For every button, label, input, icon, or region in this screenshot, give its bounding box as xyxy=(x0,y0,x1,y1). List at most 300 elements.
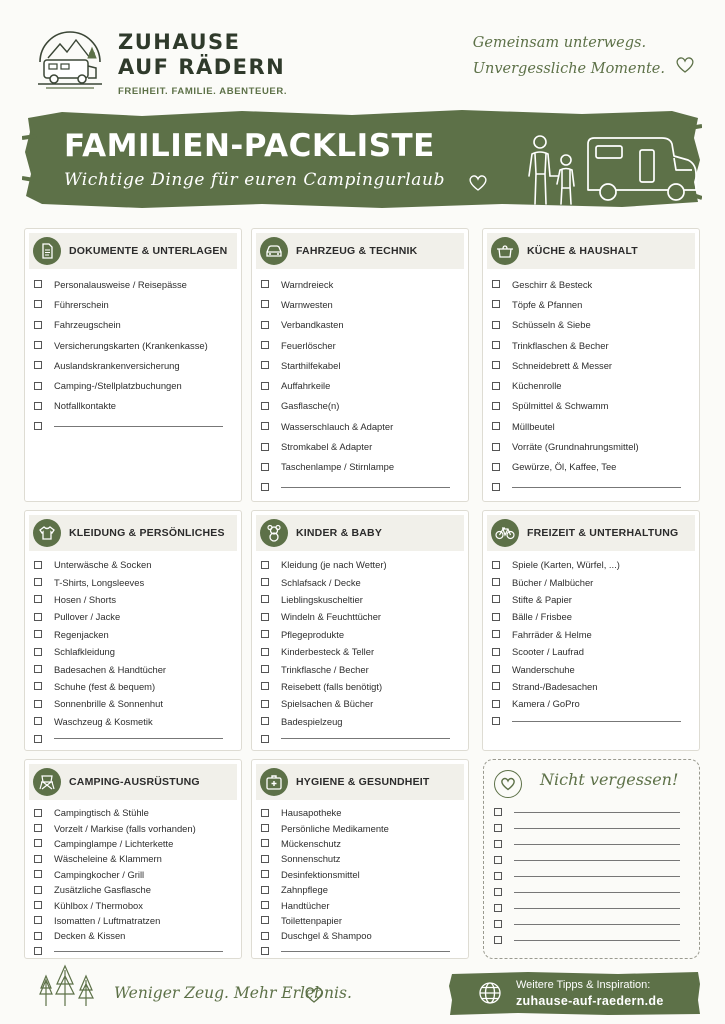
item-label: Warnwesten xyxy=(281,298,333,310)
write-in-line[interactable] xyxy=(512,721,681,722)
footer-url[interactable]: zuhause-auf-raedern.de xyxy=(516,994,664,1008)
item-label: T-Shirts, Longsleeves xyxy=(54,576,145,588)
checkbox[interactable] xyxy=(494,840,502,848)
item-label: Stromkabel & Adapter xyxy=(281,441,373,453)
item-label: Auffahrkeile xyxy=(281,380,331,392)
write-in-line[interactable] xyxy=(512,487,681,488)
checkbox[interactable] xyxy=(34,809,42,817)
checkbox[interactable] xyxy=(494,824,502,832)
notes-lines xyxy=(494,804,690,948)
blank-item xyxy=(34,416,233,436)
section-kinder xyxy=(251,510,469,751)
item-label: Kamera / GoPro xyxy=(512,698,580,710)
list-item xyxy=(34,851,233,866)
list-item xyxy=(261,928,460,943)
checkbox[interactable] xyxy=(261,648,269,656)
list-item xyxy=(34,335,233,355)
checkbox[interactable] xyxy=(261,839,269,847)
blank-item xyxy=(492,713,691,730)
item-label: Strand-/Badesachen xyxy=(512,680,598,692)
item-label: Notfallkontakte xyxy=(54,400,117,412)
item-label: Schlafsack / Decke xyxy=(281,576,361,588)
item-label: Windeln & Feuchttücher xyxy=(281,611,382,623)
checkbox[interactable] xyxy=(261,613,269,621)
list-item xyxy=(492,335,691,355)
title-banner xyxy=(22,108,702,210)
checklist xyxy=(252,551,468,747)
checkbox[interactable] xyxy=(34,717,42,725)
list-item xyxy=(492,416,691,436)
item-label: Spülmittel & Schwamm xyxy=(512,400,609,412)
checkbox[interactable] xyxy=(492,443,500,451)
list-item xyxy=(34,573,233,590)
trees-icon xyxy=(38,962,96,1008)
checkbox[interactable] xyxy=(492,321,500,329)
checkbox[interactable] xyxy=(261,402,269,410)
item-label: Töpfe & Pfannen xyxy=(512,298,583,310)
item-label: Müllbeutel xyxy=(512,420,555,432)
checkbox[interactable] xyxy=(492,300,500,308)
list-item xyxy=(492,556,691,573)
checkbox[interactable] xyxy=(494,808,502,816)
item-label: Hausapotheke xyxy=(281,807,342,819)
section-title: FAHRZEUG & TECHNIK xyxy=(296,245,418,257)
checklist xyxy=(252,800,468,959)
checkbox[interactable] xyxy=(261,422,269,430)
section-title: FREIZEIT & UNTERHALTUNG xyxy=(527,527,679,539)
list-item xyxy=(261,396,460,416)
list-item xyxy=(34,556,233,573)
item-label: Spielsachen & Bücher xyxy=(281,698,374,710)
note-line xyxy=(494,804,690,820)
item-label: Wasserschlauch & Adapter xyxy=(281,420,394,432)
item-label: Hosen / Shorts xyxy=(54,593,117,605)
write-in-line[interactable] xyxy=(54,951,223,952)
motto xyxy=(473,30,691,82)
list-item xyxy=(34,626,233,643)
write-in-line[interactable] xyxy=(281,487,450,488)
list-item xyxy=(261,274,460,294)
footer-tips-label: Weitere Tipps & Inspiration: xyxy=(516,979,651,991)
write-in-line[interactable] xyxy=(514,844,680,845)
item-label: Regenjacken xyxy=(54,628,109,640)
checkbox[interactable] xyxy=(261,809,269,817)
note-line xyxy=(494,852,690,868)
list-item xyxy=(34,695,233,712)
list-item xyxy=(34,315,233,335)
item-label: Bälle / Frisbee xyxy=(512,611,572,623)
checkbox[interactable] xyxy=(261,382,269,390)
list-item xyxy=(261,335,460,355)
heart-icon xyxy=(468,174,488,192)
list-item xyxy=(34,913,233,928)
section-hygiene xyxy=(251,759,469,959)
list-item xyxy=(34,897,233,912)
write-in-line[interactable] xyxy=(514,828,680,829)
checkbox[interactable] xyxy=(492,463,500,471)
checkbox[interactable] xyxy=(492,578,500,586)
item-label: Kleidung (je nach Wetter) xyxy=(281,559,387,571)
list-item xyxy=(261,820,460,835)
list-item xyxy=(261,643,460,660)
checkbox[interactable] xyxy=(34,402,42,410)
checkbox[interactable] xyxy=(261,947,269,955)
item-label: Verbandkasten xyxy=(281,319,344,331)
checklist xyxy=(25,551,241,747)
item-label: Pullover / Jacke xyxy=(54,611,121,623)
write-in-line[interactable] xyxy=(54,426,223,427)
checklist xyxy=(25,800,241,959)
blank-item xyxy=(261,944,460,959)
list-item xyxy=(492,375,691,395)
list-item xyxy=(261,882,460,897)
checkbox[interactable] xyxy=(34,824,42,832)
checkbox[interactable] xyxy=(34,361,42,369)
item-label: Badespielzeug xyxy=(281,715,343,727)
item-label: Decken & Kissen xyxy=(54,930,126,942)
item-label: Lieblingskuscheltier xyxy=(281,593,363,605)
checkbox[interactable] xyxy=(261,735,269,743)
list-item xyxy=(261,315,460,335)
item-label: Vorräte (Grundnahrungsmittel) xyxy=(512,441,639,453)
car-icon xyxy=(260,237,288,265)
page-subtitle: Wichtige Dinge für euren Campingurlaub xyxy=(64,170,446,190)
list-item xyxy=(34,355,233,375)
list-item xyxy=(34,820,233,835)
checkbox[interactable] xyxy=(261,561,269,569)
item-label: Feuerlöscher xyxy=(281,339,336,351)
brand-name-line1: ZUHAUSE xyxy=(118,30,241,54)
checkbox[interactable] xyxy=(34,665,42,673)
checkbox[interactable] xyxy=(492,630,500,638)
write-in-line[interactable] xyxy=(54,738,223,739)
section-kueche xyxy=(482,228,700,502)
list-item xyxy=(492,396,691,416)
item-label: Personalausweise / Reisepässe xyxy=(54,278,187,290)
list-item xyxy=(34,805,233,820)
checkbox[interactable] xyxy=(492,613,500,621)
item-label: Mückenschutz xyxy=(281,837,341,849)
checkbox[interactable] xyxy=(492,700,500,708)
item-label: Handtücher xyxy=(281,899,330,911)
checkbox[interactable] xyxy=(492,483,500,491)
checkbox[interactable] xyxy=(261,682,269,690)
item-label: Kinderbesteck & Teller xyxy=(281,646,375,658)
list-item xyxy=(34,274,233,294)
list-item xyxy=(261,591,460,608)
item-label: Auslandskrankenversicherung xyxy=(54,359,180,371)
list-item xyxy=(492,678,691,695)
list-item xyxy=(34,660,233,677)
checkbox[interactable] xyxy=(261,463,269,471)
checkbox[interactable] xyxy=(34,947,42,955)
item-label: Pflegeprodukte xyxy=(281,628,345,640)
checkbox[interactable] xyxy=(261,932,269,940)
checklist xyxy=(25,269,241,436)
note-line xyxy=(494,868,690,884)
list-item xyxy=(261,805,460,820)
checkbox[interactable] xyxy=(261,901,269,909)
list-item xyxy=(34,643,233,660)
checkbox[interactable] xyxy=(261,483,269,491)
checkbox[interactable] xyxy=(261,321,269,329)
item-label: Camping-/Stellplatzbuchungen xyxy=(54,380,182,392)
section-title: KINDER & BABY xyxy=(296,527,383,539)
checkbox[interactable] xyxy=(261,700,269,708)
blank-item xyxy=(34,944,233,959)
section-freizeit xyxy=(482,510,700,751)
checkbox[interactable] xyxy=(261,665,269,673)
checkbox[interactable] xyxy=(34,901,42,909)
list-item xyxy=(261,457,460,477)
item-label: Scooter / Laufrad xyxy=(512,646,584,658)
item-label: Wäscheleine & Klammern xyxy=(54,853,162,865)
item-label: Schlafkleidung xyxy=(54,646,115,658)
blank-item xyxy=(34,730,233,747)
checkbox[interactable] xyxy=(261,855,269,863)
item-label: Reisebett (falls benötigt) xyxy=(281,680,383,692)
first-aid-icon xyxy=(260,768,288,796)
section-title: DOKUMENTE & UNTERLAGEN xyxy=(69,245,228,257)
item-label: Sonnenbrille & Sonnenhut xyxy=(54,698,163,710)
checkbox[interactable] xyxy=(34,735,42,743)
checkbox[interactable] xyxy=(492,280,500,288)
item-label: Zahnpflege xyxy=(281,884,328,896)
list-item xyxy=(34,294,233,314)
checkbox[interactable] xyxy=(34,300,42,308)
list-item xyxy=(261,913,460,928)
write-in-line[interactable] xyxy=(514,876,680,877)
checkbox[interactable] xyxy=(492,382,500,390)
checkbox[interactable] xyxy=(261,916,269,924)
checkbox[interactable] xyxy=(34,422,42,430)
item-label: Isomatten / Luftmatratzen xyxy=(54,914,161,926)
note-line xyxy=(494,820,690,836)
checkbox[interactable] xyxy=(494,904,502,912)
item-label: Toilettenpapier xyxy=(281,914,342,926)
note-line xyxy=(494,836,690,852)
list-item xyxy=(492,660,691,677)
checkbox[interactable] xyxy=(34,870,42,878)
checkbox[interactable] xyxy=(492,402,500,410)
item-label: Gewürze, Öl, Kaffee, Tee xyxy=(512,461,617,473)
list-item xyxy=(492,573,691,590)
checkbox[interactable] xyxy=(34,613,42,621)
checkbox[interactable] xyxy=(492,361,500,369)
brand xyxy=(118,30,287,97)
checkbox[interactable] xyxy=(34,839,42,847)
item-label: Wanderschuhe xyxy=(512,663,575,675)
section-fahrzeug xyxy=(251,228,469,502)
checkbox[interactable] xyxy=(34,280,42,288)
list-item xyxy=(492,355,691,375)
checkbox[interactable] xyxy=(261,578,269,586)
checkbox[interactable] xyxy=(261,361,269,369)
item-label: Spiele (Karten, Würfel, ...) xyxy=(512,559,620,571)
checkbox[interactable] xyxy=(261,341,269,349)
checkbox[interactable] xyxy=(34,682,42,690)
item-label: Campingkocher / Grill xyxy=(54,868,145,880)
list-item xyxy=(492,315,691,335)
section-camping xyxy=(24,759,242,959)
checkbox[interactable] xyxy=(492,422,500,430)
list-item xyxy=(34,591,233,608)
checkbox[interactable] xyxy=(34,886,42,894)
checkbox[interactable] xyxy=(34,648,42,656)
write-in-line[interactable] xyxy=(514,940,680,941)
list-item xyxy=(492,294,691,314)
checkbox[interactable] xyxy=(34,932,42,940)
item-label: Duschgel & Shampoo xyxy=(281,930,372,942)
camping-chair-icon xyxy=(33,768,61,796)
checkbox[interactable] xyxy=(492,561,500,569)
checkbox[interactable] xyxy=(492,665,500,673)
checkbox[interactable] xyxy=(261,280,269,288)
family-icon xyxy=(520,130,586,210)
item-label: Unterwäsche & Socken xyxy=(54,559,152,571)
list-item xyxy=(261,836,460,851)
item-label: Vorzelt / Markise (falls vorhanden) xyxy=(54,822,196,834)
camper-logo xyxy=(34,22,106,96)
checkbox[interactable] xyxy=(261,824,269,832)
list-item xyxy=(261,436,460,456)
list-item xyxy=(34,678,233,695)
list-item xyxy=(261,573,460,590)
heart-icon xyxy=(675,56,695,74)
checkbox[interactable] xyxy=(261,595,269,603)
checkbox[interactable] xyxy=(492,648,500,656)
item-label: Bücher / Malbücher xyxy=(512,576,594,588)
globe-icon xyxy=(478,981,502,1005)
checkbox[interactable] xyxy=(261,630,269,638)
item-label: Fahrzeugschein xyxy=(54,319,121,331)
brand-name-line2: AUF RÄDERN xyxy=(118,55,286,79)
motorhome-icon xyxy=(584,134,700,206)
write-in-line[interactable] xyxy=(514,892,680,893)
item-label: Trinkflasche / Becher xyxy=(281,663,369,675)
checkbox[interactable] xyxy=(261,870,269,878)
note-line xyxy=(494,884,690,900)
checkbox[interactable] xyxy=(261,886,269,894)
teddy-bear-icon xyxy=(260,519,288,547)
checkbox[interactable] xyxy=(261,300,269,308)
note-line xyxy=(494,900,690,916)
heart-icon xyxy=(494,770,522,798)
motto-line1: Gemeinsam unterwegs. xyxy=(472,35,647,51)
checkbox[interactable] xyxy=(34,382,42,390)
checkbox[interactable] xyxy=(492,682,500,690)
cooking-pot-icon xyxy=(491,237,519,265)
item-label: Badesachen & Handtücher xyxy=(54,663,167,675)
list-item xyxy=(34,375,233,395)
checkbox[interactable] xyxy=(34,595,42,603)
checkbox[interactable] xyxy=(34,700,42,708)
item-label: Persönliche Medikamente xyxy=(281,822,389,834)
item-label: Warndreieck xyxy=(281,278,334,290)
list-item xyxy=(261,626,460,643)
checkbox[interactable] xyxy=(34,916,42,924)
heart-icon xyxy=(304,986,324,1004)
list-item xyxy=(34,867,233,882)
checkbox[interactable] xyxy=(492,595,500,603)
list-item xyxy=(492,695,691,712)
item-label: Desinfektionsmittel xyxy=(281,868,360,880)
blank-item xyxy=(261,477,460,497)
checkbox[interactable] xyxy=(261,717,269,725)
blank-item xyxy=(261,730,460,747)
document-icon xyxy=(33,237,61,265)
list-item xyxy=(34,713,233,730)
list-item xyxy=(261,867,460,882)
write-in-line[interactable] xyxy=(514,860,680,861)
checkbox[interactable] xyxy=(494,920,502,928)
section-dokumente xyxy=(24,228,242,502)
checkbox[interactable] xyxy=(34,341,42,349)
footer-slogan: Weniger Zeug. Mehr Erlebnis. xyxy=(114,984,352,1002)
list-item xyxy=(34,836,233,851)
list-item xyxy=(261,375,460,395)
item-label: Taschenlampe / Stirnlampe xyxy=(281,461,395,473)
list-item xyxy=(261,695,460,712)
notes-box xyxy=(483,759,700,959)
item-label: Sonnenschutz xyxy=(281,853,341,865)
item-label: Fahrräder & Helme xyxy=(512,628,592,640)
list-item xyxy=(261,678,460,695)
checkbox[interactable] xyxy=(34,630,42,638)
item-label: Campingtisch & Stühle xyxy=(54,807,149,819)
checkbox[interactable] xyxy=(492,341,500,349)
item-label: Schüsseln & Siebe xyxy=(512,319,591,331)
checkbox[interactable] xyxy=(261,443,269,451)
write-in-line[interactable] xyxy=(514,924,680,925)
checkbox[interactable] xyxy=(494,872,502,880)
checkbox[interactable] xyxy=(494,856,502,864)
item-label: Stifte & Papier xyxy=(512,593,572,605)
item-label: Versicherungskarten (Krankenkasse) xyxy=(54,339,208,351)
write-in-line[interactable] xyxy=(281,738,450,739)
list-item xyxy=(34,928,233,943)
item-label: Zusätzliche Gasflasche xyxy=(54,884,151,896)
checklist xyxy=(483,269,699,497)
checkbox[interactable] xyxy=(494,888,502,896)
item-label: Starthilfekabel xyxy=(281,359,341,371)
checkbox[interactable] xyxy=(494,936,502,944)
write-in-line[interactable] xyxy=(281,951,450,952)
item-label: Gasflasche(n) xyxy=(281,400,340,412)
checkbox[interactable] xyxy=(34,855,42,863)
item-label: Waschzeug & Kosmetik xyxy=(54,715,153,727)
checkbox[interactable] xyxy=(34,561,42,569)
checkbox[interactable] xyxy=(34,578,42,586)
section-title: CAMPING-AUSRÜSTUNG xyxy=(69,776,200,788)
list-item xyxy=(261,556,460,573)
list-item xyxy=(261,294,460,314)
list-item xyxy=(492,626,691,643)
list-item xyxy=(261,897,460,912)
blank-item xyxy=(492,477,691,497)
brand-tagline: FREIHEIT. FAMILIE. ABENTEUER. xyxy=(118,86,288,97)
item-label: Kühlbox / Thermobox xyxy=(54,899,143,911)
item-label: Trinkflaschen & Becher xyxy=(512,339,609,351)
write-in-line[interactable] xyxy=(514,908,680,909)
checkbox[interactable] xyxy=(492,717,500,725)
list-item xyxy=(492,608,691,625)
write-in-line[interactable] xyxy=(514,812,680,813)
list-item xyxy=(34,396,233,416)
checkbox[interactable] xyxy=(34,321,42,329)
section-title: HYGIENE & GESUNDHEIT xyxy=(296,776,430,788)
item-label: Führerschein xyxy=(54,298,109,310)
